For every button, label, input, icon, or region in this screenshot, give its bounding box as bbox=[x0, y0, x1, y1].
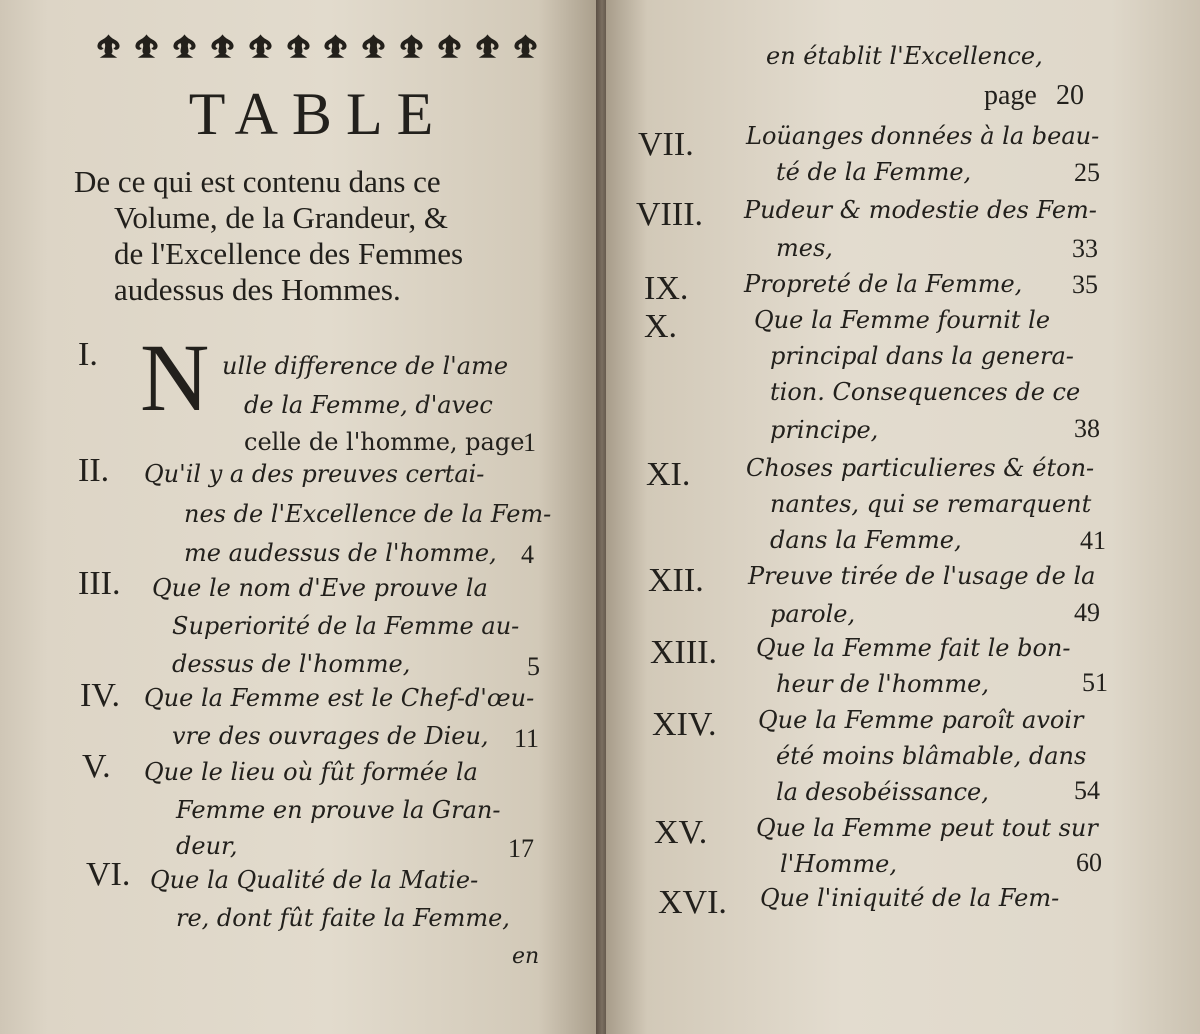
fleuron-ornament-icon bbox=[357, 32, 390, 64]
entry-line: celle de l'homme, page bbox=[244, 428, 525, 456]
fleuron-ornament-icon bbox=[395, 32, 428, 64]
entry-line: dans la Femme, bbox=[770, 526, 962, 554]
subtitle-line: de l'Excellence des Femmes bbox=[114, 236, 464, 271]
entry-number: IV. bbox=[80, 677, 120, 714]
fleuron-ornament-icon bbox=[433, 32, 466, 64]
subtitle-line: Volume, de la Grandeur, & bbox=[114, 200, 448, 235]
page-number: 41 bbox=[1080, 526, 1106, 555]
page-title: TABLE bbox=[188, 81, 448, 147]
entry-line: Que la Femme peut tout sur bbox=[756, 814, 1098, 842]
page-number: 20 bbox=[1056, 80, 1084, 111]
entry-line: principal dans la genera- bbox=[770, 342, 1074, 370]
fleuron-ornament-icon bbox=[471, 32, 504, 64]
entry-number: VI. bbox=[86, 856, 131, 893]
entry-number: XII. bbox=[648, 562, 704, 599]
entry-line: la desobéissance, bbox=[776, 778, 989, 806]
fleuron-ornament-icon bbox=[509, 32, 542, 64]
entry-line: Loüanges données à la beau- bbox=[746, 122, 1100, 150]
entry-line: ulle difference de l'ame bbox=[222, 352, 509, 380]
page-number: 51 bbox=[1082, 668, 1108, 697]
ornament-band bbox=[92, 30, 542, 66]
page-number: 5 bbox=[527, 652, 540, 681]
entry-line: page bbox=[984, 80, 1037, 111]
fleuron-ornament-icon bbox=[168, 32, 201, 64]
entry-line: dessus de l'homme, bbox=[172, 650, 411, 678]
entry-line: tion. Consequences de ce bbox=[770, 378, 1081, 406]
entry-number: XI. bbox=[646, 456, 691, 493]
entry-line: nes de l'Excellence de la Fem- bbox=[184, 500, 552, 528]
entry-number: XV. bbox=[654, 814, 708, 851]
entry-line: nantes, qui se remarquent bbox=[770, 490, 1092, 518]
entry-number: IX. bbox=[644, 270, 689, 307]
entry-line: été moins blâmable, dans bbox=[776, 742, 1087, 770]
entry-line: Propreté de la Femme, bbox=[744, 270, 1023, 298]
entry-line: re, dont fût faite la Femme, bbox=[176, 904, 510, 932]
page-number: 33 bbox=[1072, 234, 1098, 263]
right-page bbox=[606, 0, 1200, 1034]
entry-number: V. bbox=[82, 748, 111, 785]
entry-line: Que la Qualité de la Matie- bbox=[150, 866, 479, 894]
entry-line: Choses particulieres & éton- bbox=[746, 454, 1095, 482]
entry-line: Qu'il y a des preuves certai- bbox=[144, 460, 485, 488]
fleuron-ornament-icon bbox=[244, 32, 277, 64]
entry-line: Pudeur & modestie des Fem- bbox=[744, 196, 1097, 224]
fleuron-ornament-icon bbox=[92, 32, 125, 64]
entry-line: l'Homme, bbox=[780, 850, 897, 878]
fleuron-ornament-icon bbox=[206, 32, 239, 64]
entry-line: Que la Femme fournit le bbox=[754, 306, 1051, 334]
page-number: 25 bbox=[1074, 158, 1100, 187]
entry-line: deur, bbox=[176, 832, 238, 860]
entry-line: Que l'iniquité de la Fem- bbox=[760, 884, 1060, 912]
page-number: 54 bbox=[1074, 776, 1100, 805]
entry-line: Femme en prouve la Gran- bbox=[176, 796, 501, 824]
entry-number: VII. bbox=[638, 126, 694, 163]
page-number: 17 bbox=[508, 834, 534, 863]
catchword: en bbox=[512, 944, 540, 969]
entry-line: heur de l'homme, bbox=[776, 670, 989, 698]
entry-line: parole, bbox=[770, 600, 856, 628]
entry-number: XVI. bbox=[658, 884, 727, 921]
subtitle-line: audessus des Hommes. bbox=[114, 272, 401, 307]
page-number: 60 bbox=[1076, 848, 1102, 877]
page-number: 1 bbox=[523, 428, 536, 457]
entry-line: mes, bbox=[776, 234, 833, 262]
entry-line: me audessus de l'homme, bbox=[184, 539, 497, 567]
drop-capital: N bbox=[140, 324, 210, 431]
entry-number: XIV. bbox=[652, 706, 717, 743]
entry-line: Que la Femme est le Chef-d'œu- bbox=[144, 684, 535, 712]
page-number: 35 bbox=[1072, 270, 1098, 299]
page-number: 38 bbox=[1074, 414, 1100, 443]
entry-line: en établit l'Excellence, bbox=[766, 42, 1043, 70]
entry-line: Que le lieu où fût formée la bbox=[144, 758, 478, 786]
fleuron-ornament-icon bbox=[319, 32, 352, 64]
entry-line: vre des ouvrages de Dieu, bbox=[172, 722, 489, 750]
entry-line: Preuve tirée de l'usage de la bbox=[748, 562, 1096, 590]
left-page bbox=[0, 0, 598, 1034]
entry-number: VIII. bbox=[636, 196, 704, 233]
entry-line: Superiorité de la Femme au- bbox=[172, 612, 520, 640]
entry-number: III. bbox=[78, 565, 121, 602]
entry-number: II. bbox=[78, 452, 110, 489]
entry-number: XIII. bbox=[650, 634, 718, 671]
page-number: 11 bbox=[514, 724, 540, 753]
entry-line: Que le nom d'Eve prouve la bbox=[152, 574, 488, 602]
fleuron-ornament-icon bbox=[282, 32, 315, 64]
entry-line: Que la Femme fait le bon- bbox=[756, 634, 1071, 662]
entry-line: Que la Femme paroît avoir bbox=[758, 706, 1084, 734]
page-number: 49 bbox=[1074, 598, 1100, 627]
entry-number: X. bbox=[644, 308, 678, 345]
entry-line: de la Femme, d'avec bbox=[244, 391, 493, 419]
page-number: 4 bbox=[521, 540, 534, 569]
entry-line: té de la Femme, bbox=[776, 158, 972, 186]
subtitle-line: De ce qui est contenu dans ce bbox=[74, 164, 441, 199]
entry-number: I. bbox=[78, 336, 98, 373]
fleuron-ornament-icon bbox=[130, 32, 163, 64]
entry-line: principe, bbox=[770, 416, 879, 444]
